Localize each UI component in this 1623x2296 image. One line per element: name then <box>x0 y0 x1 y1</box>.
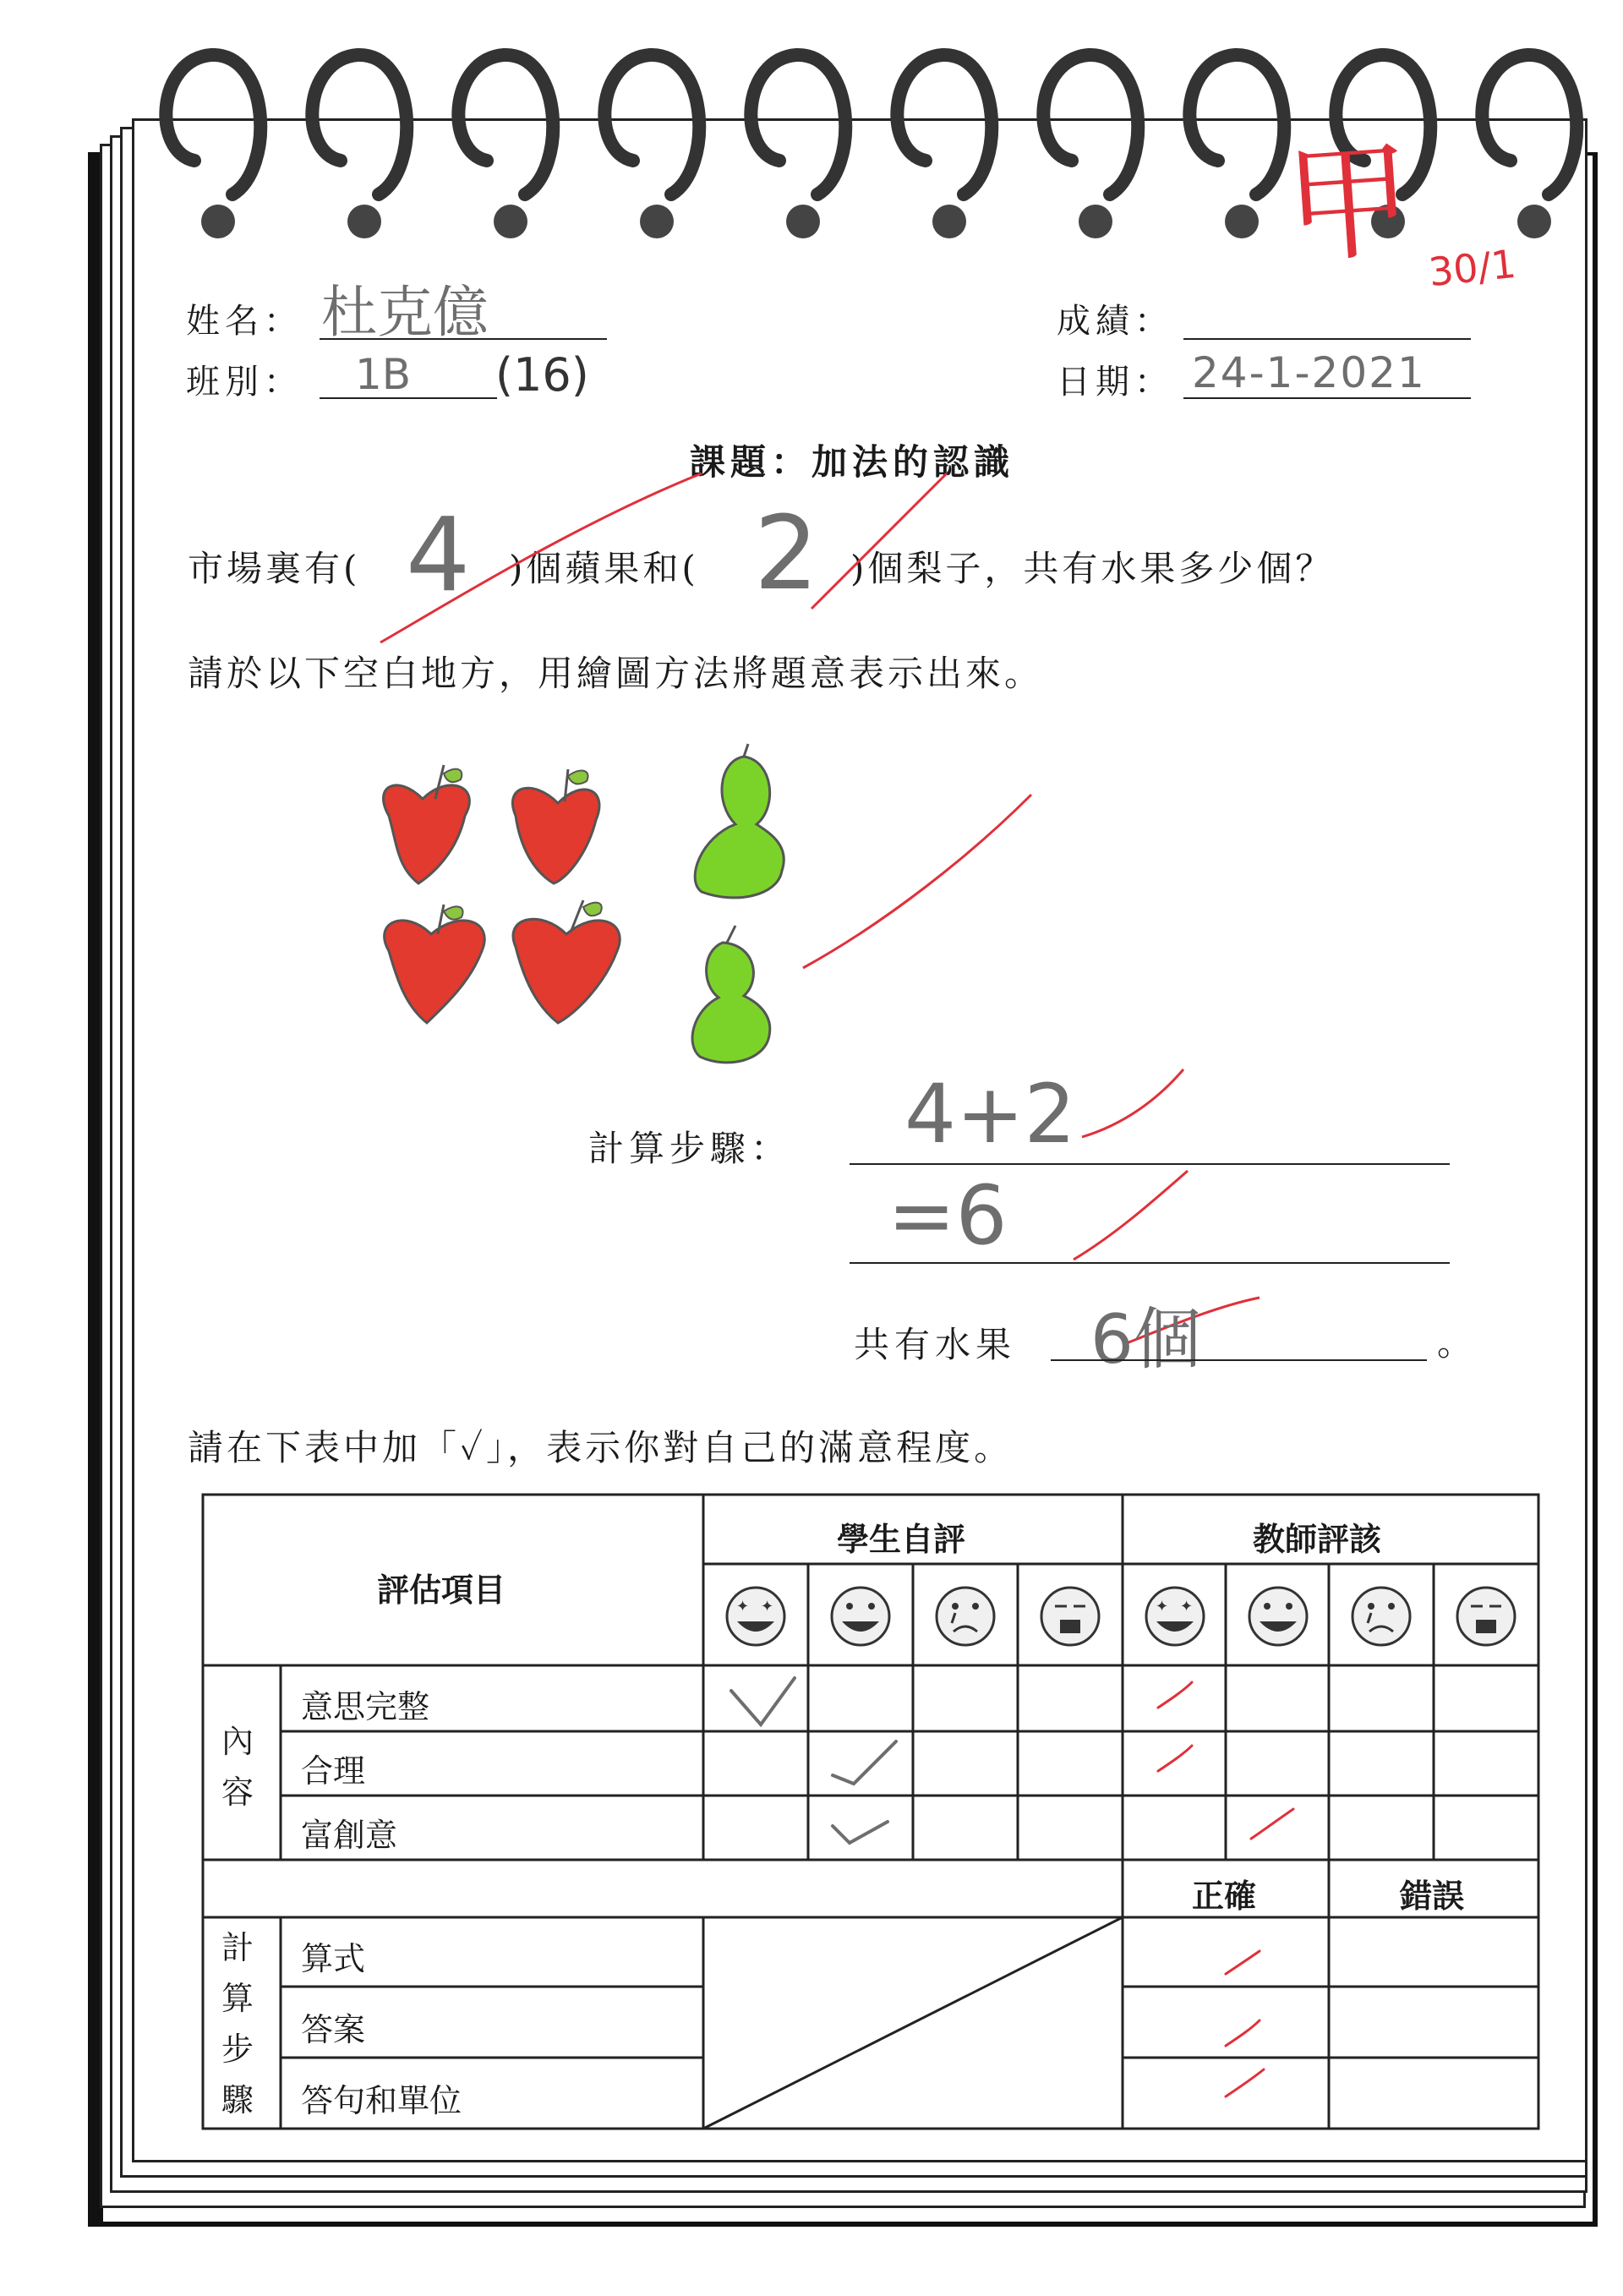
content-group-label: 內容 <box>221 1723 254 1811</box>
name-value: 杜克億 <box>321 280 489 345</box>
star-struck-face-icon <box>727 1588 784 1645</box>
loudly-crying-face-icon <box>1041 1588 1099 1645</box>
name-label: 姓名： <box>186 302 303 341</box>
content-row-label: 合理 <box>301 1752 366 1790</box>
apples-count: 4 <box>406 497 471 615</box>
check-mark-icon <box>1226 1951 1260 1974</box>
crying-face-icon <box>937 1588 994 1645</box>
question-part1: 市場裏有( <box>188 548 361 589</box>
class-number: (16) <box>495 348 589 402</box>
date-value: 24-1-2021 <box>1192 348 1426 397</box>
grinning-face-icon <box>1249 1588 1307 1645</box>
teacher-score-mark: 30/1 <box>1426 240 1518 296</box>
steps-row-label: 答句和單位 <box>301 2082 462 2119</box>
steps-row-label: 算式 <box>301 1940 366 1977</box>
content-row-label: 富創意 <box>301 1817 398 1854</box>
teacher-assessment-header: 教師評該 <box>1253 1520 1382 1558</box>
svg-text:✦: ✦ <box>1180 1598 1194 1615</box>
question-part2: )個蘋果和( <box>509 548 699 589</box>
answer-value: 6個 <box>1090 1300 1201 1379</box>
assessment-header: 評估項目 <box>377 1571 506 1609</box>
check-mark-icon <box>1158 1682 1192 1708</box>
topic-title: 課題：加法的認識 <box>690 441 1015 483</box>
class-label: 班別： <box>186 363 303 402</box>
drawing-instruction: 請於以下空白地方，用繪圖方法將題意表示出來。 <box>188 653 1044 694</box>
grinning-face-icon <box>832 1588 889 1645</box>
answer-period: 。 <box>1437 1322 1478 1364</box>
pears-count: 2 <box>754 495 819 613</box>
question-part3: )個梨子，共有水果多少個？ <box>850 548 1335 589</box>
check-mark-icon <box>1226 2069 1264 2096</box>
class-value: 1B <box>355 350 412 399</box>
score-label: 成績： <box>1057 302 1173 341</box>
star-struck-face-icon <box>1146 1588 1204 1645</box>
check-mark-icon <box>1251 1809 1293 1839</box>
rating-instruction: 請在下表中加「✓」，表示你對自己的滿意程度。 <box>188 1427 1014 1468</box>
steps-row-label: 答案 <box>301 2011 366 2048</box>
answer-label: 共有水果 <box>854 1324 1017 1365</box>
calculation-line2: =6 <box>888 1168 1008 1263</box>
check-mark-icon <box>833 1741 896 1784</box>
calculation-line1: 4+2 <box>904 1067 1076 1162</box>
content-row-label: 意思完整 <box>301 1688 430 1725</box>
crying-face-icon <box>1352 1588 1410 1645</box>
date-label: 日期： <box>1057 363 1173 402</box>
correct-header: 正確 <box>1192 1877 1257 1915</box>
wrong-header: 錯誤 <box>1400 1877 1465 1915</box>
svg-text:✦: ✦ <box>761 1598 774 1615</box>
loudly-crying-face-icon <box>1457 1588 1515 1645</box>
check-mark-icon <box>731 1678 795 1725</box>
student-self-assessment-header: 學生自評 <box>837 1520 966 1558</box>
svg-text:✦: ✦ <box>736 1598 750 1615</box>
svg-text:✦: ✦ <box>1156 1598 1169 1615</box>
check-mark-icon <box>833 1822 888 1843</box>
calculation-label: 計算步驟： <box>588 1128 792 1169</box>
check-mark-icon <box>1158 1746 1192 1771</box>
steps-group-label: 計算步驟 <box>221 1929 254 2118</box>
teacher-grade-mark: 甲 <box>1281 126 1418 282</box>
check-mark-icon <box>1226 2020 1260 2046</box>
